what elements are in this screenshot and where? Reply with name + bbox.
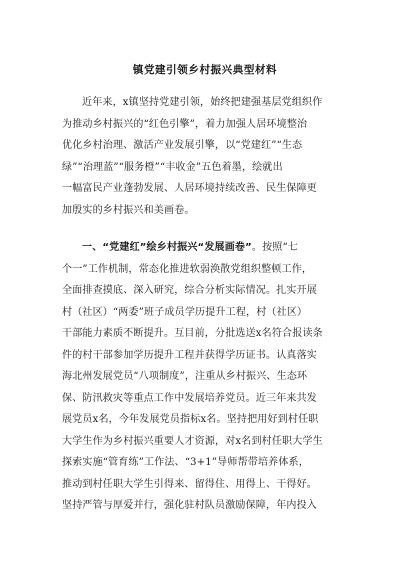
paragraph-line: 村（社区）“两委”班子成员学历提升工程，村（社区） xyxy=(62,306,308,318)
paragraph-line: 近年来，x镇坚持党建引领，始终把建强基层党组织作 xyxy=(82,97,323,108)
paragraph-line: 一幅富民产业蓬勃发展、人居环境持续改善、民生保障更 xyxy=(62,183,317,194)
paragraph-line: 绿”“治理蓝”“服务橙”“丰收金”五色着墨，绘就出 xyxy=(62,161,283,173)
intro-paragraph xyxy=(62,92,352,221)
paragraph-line: 加殷实的乡村振兴和美画卷。 xyxy=(62,204,195,216)
paragraph-line: 为推动乡村振兴的“红色引擎”，着力加强人居环境整治 xyxy=(62,118,308,130)
paragraph-line: 海北州发展党员“八项制度”，注重从乡村振兴、生态环 xyxy=(62,371,308,382)
paragraph-line: 件的村干部参加学历提升工程并获得学历证书。认真落实 xyxy=(62,349,317,361)
document-title: 镇党建引领乡村振兴典型材料 xyxy=(132,64,278,76)
paragraph-line: 坚持严管与厚爱并行，强化驻村队员激励保障，年内投入 xyxy=(62,500,317,511)
paragraph-line: 干部能力素质不断提升。互目前，分批选送x名符合报读条 xyxy=(62,328,323,339)
paragraph-line: 探索实施“管育练”工作法、“3+1”导师帮带培养体系， xyxy=(62,457,309,468)
section-heading: 一、“党建红”绘乡村振兴“发展画卷” xyxy=(82,242,252,253)
paragraph-line: 推动到村任职大学生引得来、留得住、用得上、干得好。 xyxy=(62,478,317,490)
section-heading-tail: 。按照“七 xyxy=(251,242,299,253)
paragraph-line: 大学生作为乡村振兴重要人才资源，对x名到村任职大学生 xyxy=(62,435,323,447)
paragraph-line: 个一”工作机制，常态化推进软弱涣散党组织整顿工作， xyxy=(62,263,313,275)
paragraph-line: 优化乡村治理、激活产业发展引擎，以“党建红”“生态 xyxy=(62,140,303,151)
paragraph-line: 展党员x名，今年发展党员指标x名。坚持把用好到村任职 xyxy=(62,414,319,425)
paragraph-line: 保、防汛救灾等重点工作中发展培养党员。近三年来共发 xyxy=(62,392,317,404)
paragraph-line: 全面排查摸底、深入研究，综合分析实际情况。扎实开展 xyxy=(62,285,317,296)
section-heading-line xyxy=(62,237,352,259)
section-one-paragraph xyxy=(62,237,352,517)
